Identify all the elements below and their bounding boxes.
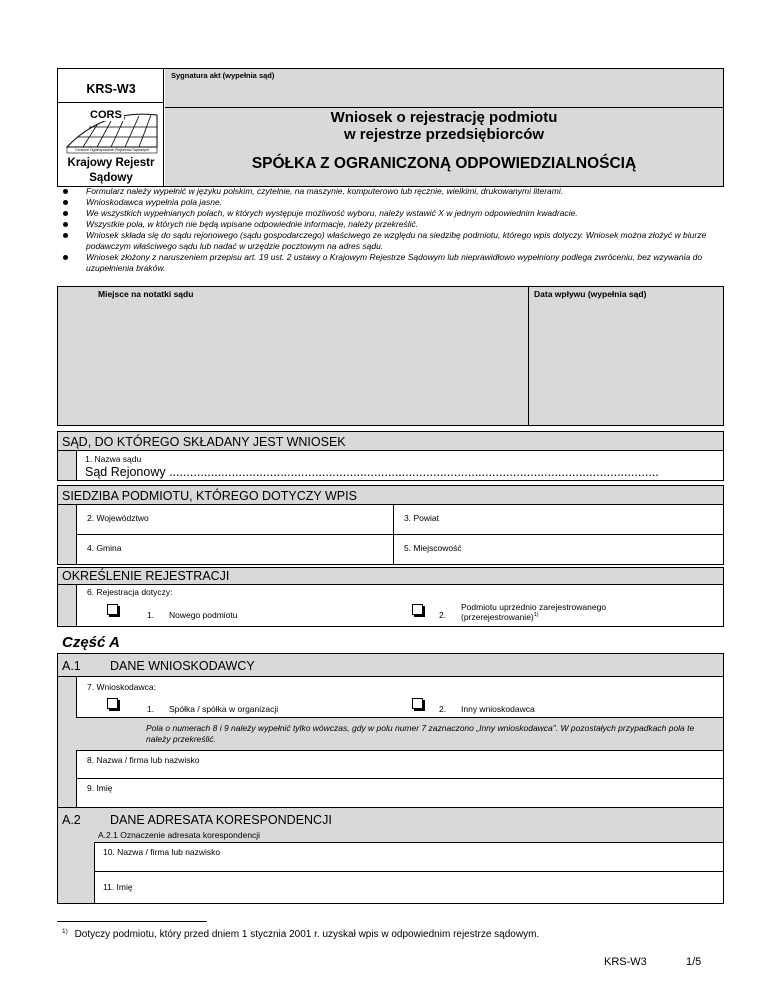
instruction-item: Wnioskodawca wypełnia pola jasne. — [57, 197, 724, 208]
bullet-icon — [63, 255, 68, 260]
company-label: Spółka / spółka w organizacji — [169, 704, 279, 714]
first-name-field-11[interactable]: 11. Imię — [94, 872, 723, 903]
registry-name-line1: Krajowy Rejestr — [67, 157, 155, 169]
court-notes-divider — [528, 287, 529, 425]
a2-sub-label: A.2.1 Oznaczenie adresata korespondencji — [98, 830, 261, 840]
form-subtitle: SPÓŁKA Z OGRANICZONĄ ODPOWIEDZIALNOŚCIĄ — [251, 155, 637, 172]
court-name-value: Sąd Rejonowy ............................................................................................................................................. — [85, 465, 659, 479]
instruction-item: We wszystkich wypełnianych polach, w których występuje możliwość wyboru, należy wstawić X w jednym odpowiednim kwadracie. — [57, 208, 724, 219]
registration-section — [57, 567, 724, 627]
instruction-item: Wszystkie pola, w których nie będą wpisane odpowiednie informacje, należy przekreślić. — [57, 219, 724, 230]
locality-field[interactable]: 5. Miejscowość — [404, 543, 462, 553]
company-num: 1. — [147, 704, 155, 714]
company-checkbox[interactable] — [107, 698, 118, 709]
new-entity-num: 1. — [147, 610, 155, 620]
bullet-icon — [63, 200, 68, 205]
reregistration-label-line2: (przerejestrowanie)$^{1)}$ — [461, 612, 539, 622]
header-divider — [165, 107, 723, 108]
registration-type-label: 6. Rejestracja dotyczy: — [87, 587, 173, 597]
bullet-icon — [63, 233, 68, 238]
a1-title: DANE WNIOSKODAWCY — [110, 659, 255, 673]
footnote-ref: 1) — [533, 612, 539, 619]
instruction-item: Wniosek składa się do sądu rejonowego (sądu gospodarczego) właściwego ze względu na siedzibę podmiotu, którego wpis dotyczy. Wniosek można złożyć w biurze podawczym właściwego sądu lub nadać w urzędzie pocztowym na adres sądu. — [57, 230, 724, 252]
first-name-field-9[interactable]: 9. Imię — [76, 779, 723, 807]
court-name-label: 1. Nazwa sądu — [85, 454, 142, 464]
part-a-title: Część A — [62, 634, 120, 651]
court-section — [57, 431, 724, 481]
bullet-icon — [63, 222, 68, 227]
logo-text: CORS — [90, 109, 122, 121]
form-code: KRS-W3 — [86, 82, 136, 96]
signature-label: Sygnatura akt (wypełnia sąd) — [171, 71, 275, 80]
a2-section — [57, 808, 724, 904]
seat-section-title: SIEDZIBA PODMIOTU, KTÓREGO DOTYCZY WPIS — [62, 489, 357, 503]
bullet-icon — [63, 189, 68, 194]
commune-field[interactable]: 4. Gmina — [77, 535, 394, 564]
applicant-label: 7. Wnioskodawca: — [87, 682, 156, 692]
name-field-8[interactable]: 8. Nazwa / firma lub nazwisko — [76, 750, 723, 779]
bullet-icon — [63, 211, 68, 216]
registration-fields — [76, 585, 723, 626]
instructions — [57, 186, 724, 274]
court-name-field[interactable] — [76, 451, 723, 480]
other-applicant-num: 2. — [439, 704, 447, 714]
footnote — [62, 928, 539, 940]
court-notes-label: Miejsce na notatki sądu — [98, 289, 194, 299]
reregistration-num: 2. — [439, 610, 447, 620]
a1-applicant-field — [76, 677, 723, 718]
seat-fields — [76, 505, 723, 564]
footnote-mark: 1) — [62, 928, 68, 935]
reregistration-checkbox[interactable] — [412, 604, 423, 615]
registration-section-title: OKREŚLENIE REJESTRACJI — [62, 569, 230, 583]
a1-code: A.1 — [62, 659, 81, 673]
reregistration-label-line1: Podmiotu uprzednio zarejestrowanego — [461, 602, 607, 612]
seat-section — [57, 485, 724, 565]
instruction-item: Wniosek złożony z naruszeniem przepisu art. 19 ust. 2 ustawy o Krajowym Rejestrze Sądowym lub nieprawidłowo wypełniony podlega zwróceniu, bez wzywania do uzupełnienia braków. — [57, 252, 724, 274]
court-notes-box — [57, 286, 724, 426]
new-entity-label: Nowego podmiotu — [169, 610, 238, 620]
form-title-line1: Wniosek o rejestrację podmiotu — [330, 109, 558, 126]
footer-form-code: KRS-W3 — [604, 956, 647, 968]
registry-name-line2: Sądowy — [89, 172, 133, 184]
receipt-date-label: Data wpływu (wypełnia sąd) — [534, 289, 647, 299]
county-field[interactable]: 3. Powiat — [394, 505, 724, 535]
a1-section — [57, 654, 724, 808]
footnote-text: Dotyczy podmiotu, który przed dniem 1 stycznia 2001 r. uzyskał wpis w odpowiednim rejestrze sądowym. — [74, 929, 540, 941]
other-applicant-label: Inny wnioskodawca — [461, 704, 535, 714]
form-title-line2: w rejestrze przedsiębiorców — [343, 126, 545, 143]
page-number: 1/5 — [686, 956, 702, 968]
new-entity-checkbox[interactable] — [107, 604, 118, 615]
a1-note: Pola o numerach 8 i 9 należy wypełnić tylko wówczas, gdy w polu numer 7 zaznaczono „Inny wnioskodawca". W pozostałych przypadkach pola te należy przekreślić. — [146, 723, 695, 744]
a2-title: DANE ADRESATA KORESPONDENCJI — [110, 813, 332, 827]
court-section-title: SĄD, DO KTÓREGO SKŁADANY JEST WNIOSEK — [62, 435, 346, 449]
instruction-item: Formularz należy wypełnić w języku polskim, czytelnie, na maszynie, komputerowo lub ręcznie, wielkimi, drukowanymi literami. — [57, 186, 724, 197]
form-code-cell — [58, 69, 164, 103]
name-field-10[interactable]: 10. Nazwa / firma lub nazwisko — [94, 842, 723, 872]
logo-cell — [58, 103, 164, 186]
footnote-separator — [57, 921, 207, 922]
voivodeship-field[interactable]: 2. Województwo — [77, 505, 394, 535]
logo-caption: Centrum Ogólnopolskich Rejestrów Sądowych — [75, 148, 149, 152]
header-title-area — [165, 69, 723, 186]
a2-code: A.2 — [62, 813, 81, 827]
header-box — [57, 68, 724, 187]
other-applicant-checkbox[interactable] — [412, 698, 423, 709]
